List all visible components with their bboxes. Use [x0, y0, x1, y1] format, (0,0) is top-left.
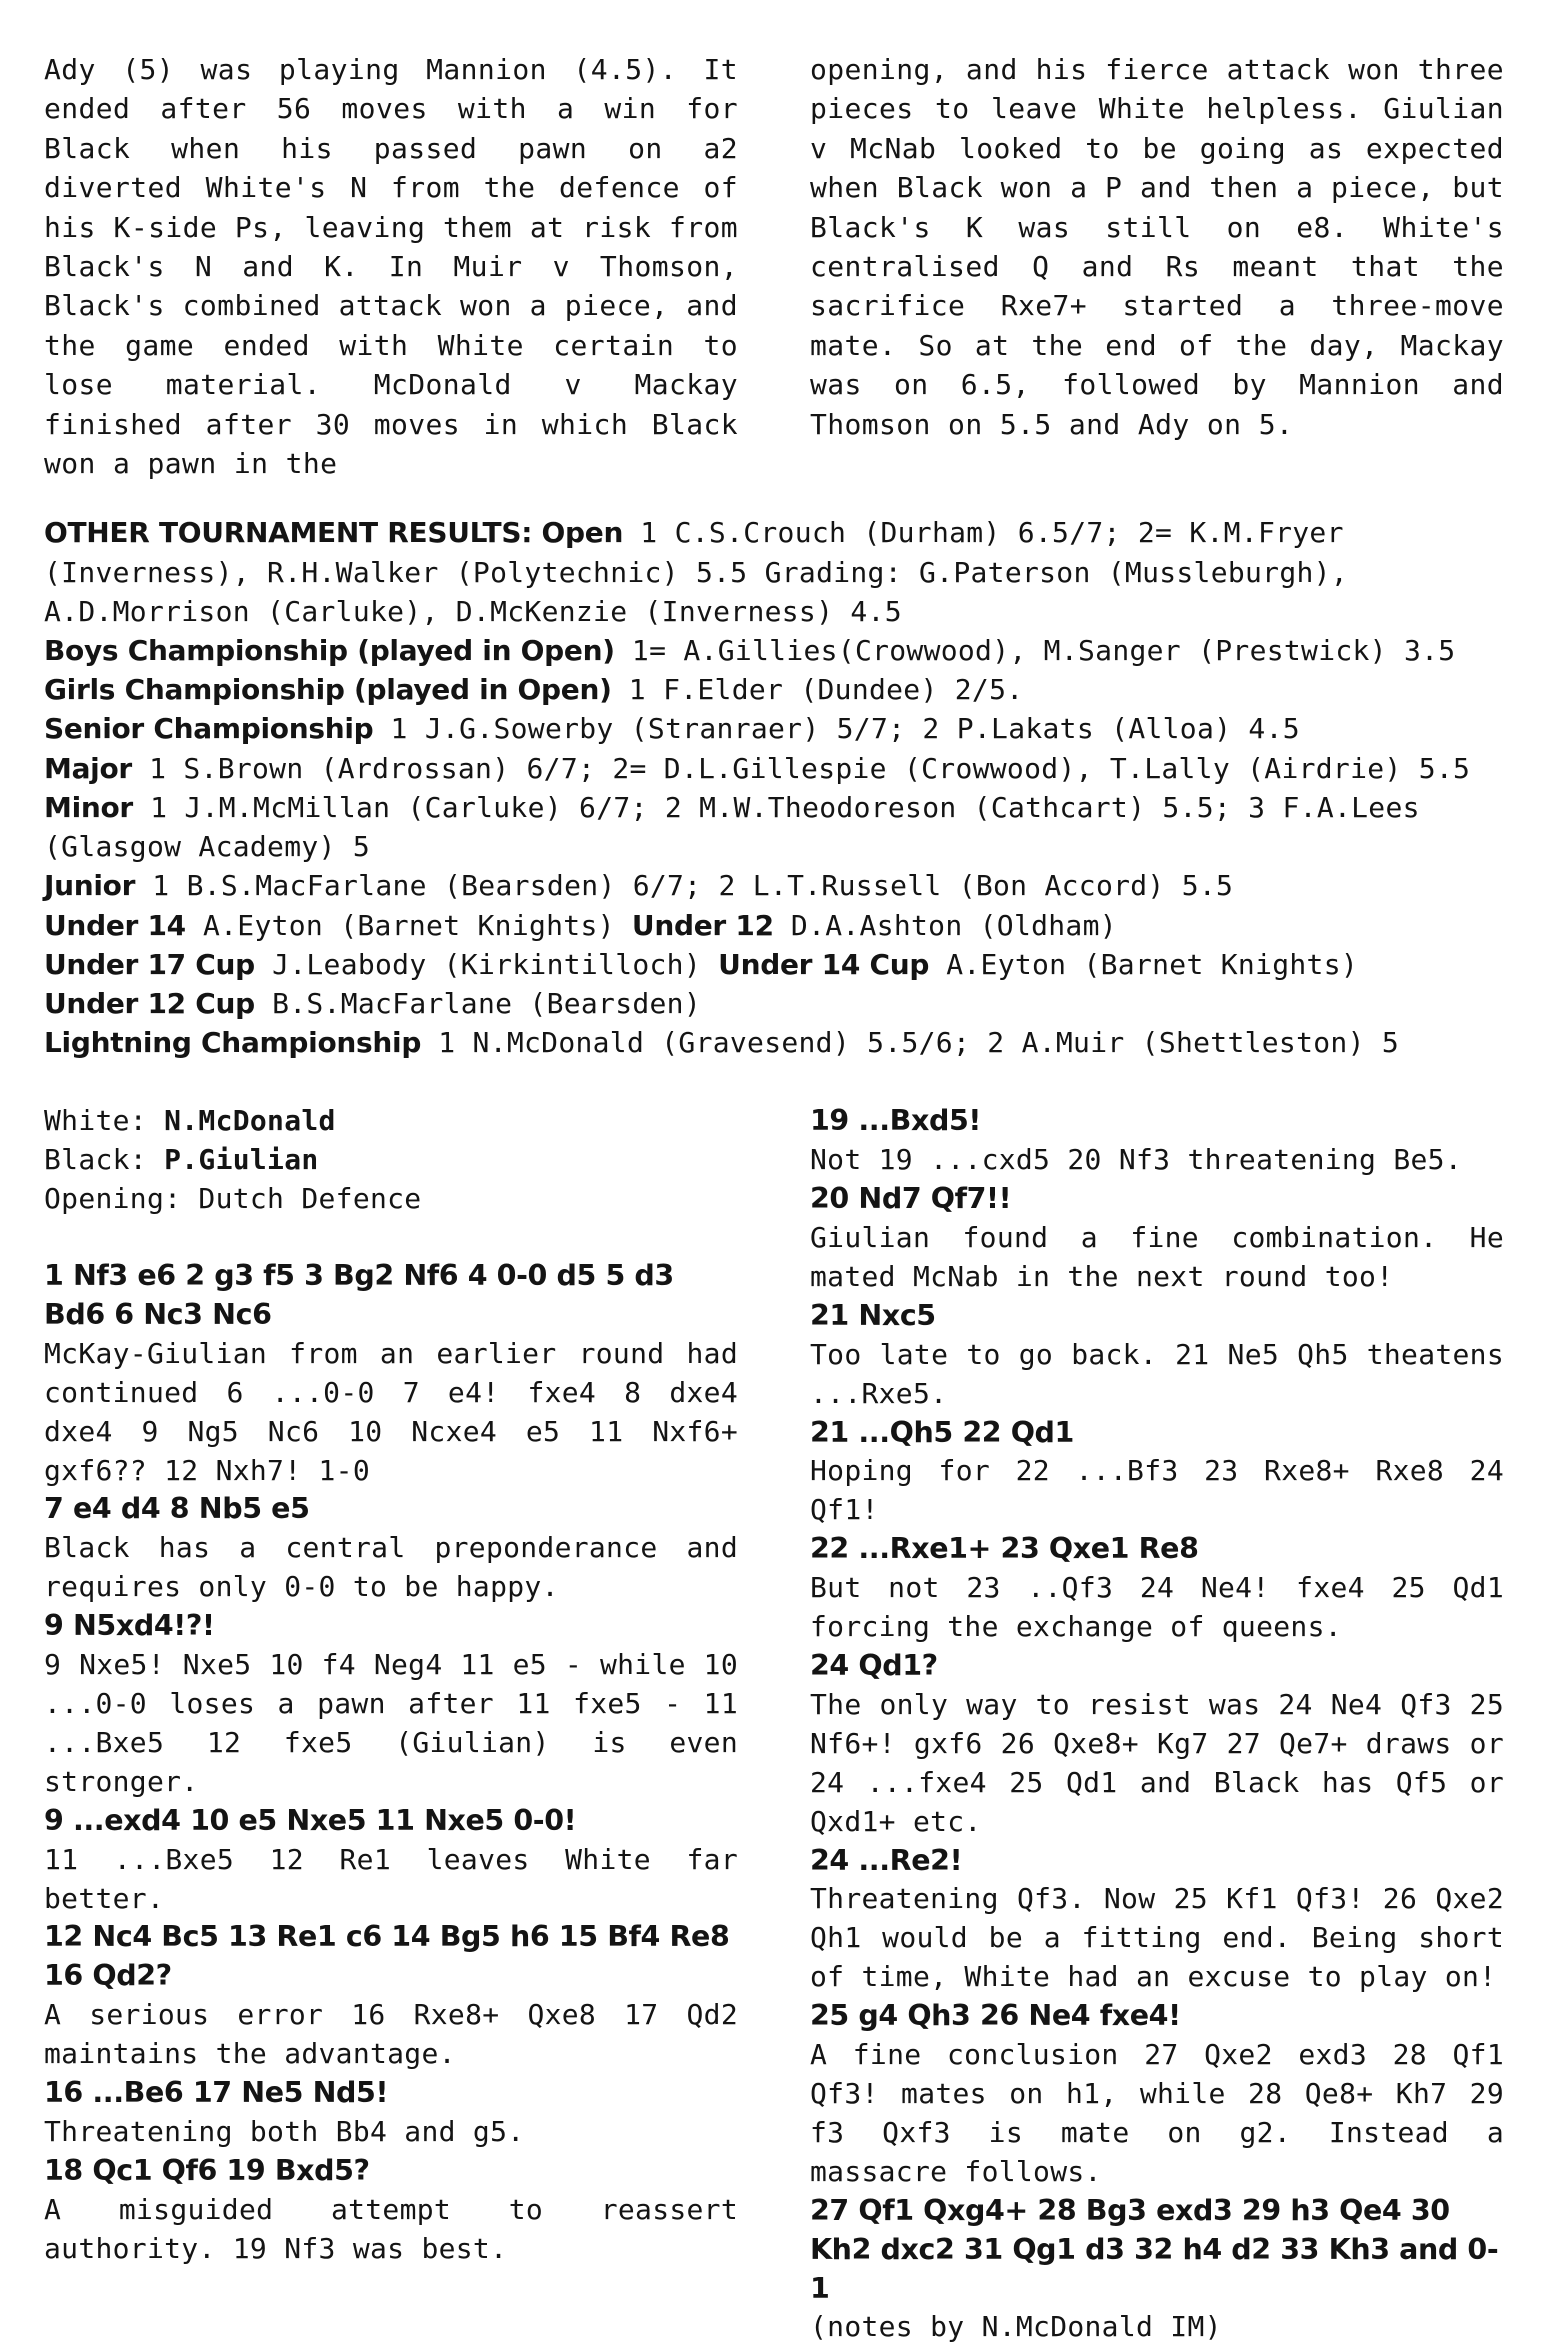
intro-right-column: [810, 50, 1504, 483]
game-note: But not 23 ..Qf3 24 Ne4! fxe4 25 Qd1 forcing the exchange of queens.: [810, 1571, 1504, 1644]
game-moves: 19 ...Bxd5!: [810, 1104, 981, 1138]
result-label: OTHER TOURNAMENT RESULTS: Open: [44, 516, 624, 550]
game-moves: 24 Qd1?: [810, 1649, 938, 1682]
result-text: B.S.MacFarlane (Bearsden): [254, 986, 701, 1020]
game-moves: 12 Nc4 Bc5 13 Re1 c6 14 Bg5 h6 15 Bf4 Re8 16 Qd2?: [44, 1920, 730, 1993]
game-note: Threatening Qf3. Now 25 Kf1 Qf3! 26 Qxe2 Qh1 would be a fitting end. Being short of time, White had an excuse to play on!: [810, 1882, 1504, 1994]
game-note: Giulian found a fine combination. He mated McNab in the next round too!: [810, 1221, 1504, 1293]
result-label: Boys Championship (played in Open): [44, 634, 615, 668]
game-note: Black has a central preponderance and requires only 0-0 to be happy.: [44, 1531, 738, 1604]
result-label: Under 14 Cup: [718, 947, 930, 981]
opening-line: Opening: Dutch Defence: [44, 1182, 422, 1216]
result-label: Under 12: [631, 908, 774, 942]
result-label: Senior Championship: [44, 712, 374, 746]
spacer: [44, 1219, 738, 1257]
intro-right-text: opening, and his fierce attack won three pieces to leave White helpless. Giulian v McNab looked to be going as expected when Black won a P and then a piece, but Black's K was still on e8. White's centralised Q and Rs meant that the sacrifice Rxe7+ started a three-move mate. So at the end of the day, Mackay was on 6.5, followed by Mannion and Thomson on 5.5 and Ady on 5.: [810, 53, 1504, 441]
result-under12-cup: [44, 984, 1504, 1023]
game-moves: 18 Qc1 Qf6 19 Bxd5?: [44, 2153, 370, 2187]
intro-left-column: [44, 50, 738, 483]
result-girls: [44, 670, 1504, 709]
game-moves: 16 ...Be6 17 Ne5 Nd5!: [44, 2076, 389, 2110]
result-major: [44, 749, 1504, 788]
result-text: 1 F.Elder (Dundee) 2/5.: [611, 673, 1024, 707]
result-senior: [44, 709, 1504, 748]
game-note: A fine conclusion 27 Qxe2 exd3 28 Qf1 Qf3! mates on h1, while 28 Qe8+ Kh7 29 f3 Qxf3 is mate on g2. Instead a massacre follows.: [810, 2038, 1504, 2188]
result-text: 1 J.M.McMillan (Carluke) 6/7; 2 M.W.Theodoreson (Cathcart) 5.5; 3 F.A.Lees (Glasgow Academy) 5: [44, 790, 1420, 864]
game-note: (notes by N.McDonald IM): [810, 2310, 1222, 2344]
result-junior: [44, 866, 1504, 905]
game-moves: 7 e4 d4 8 Nb5 e5: [44, 1492, 310, 1526]
white-player-line: [44, 1102, 738, 1141]
result-text: 1 C.S.Crouch (Durham) 6.5/7; 2= K.M.Fryer (Inverness), R.H.Walker (Polytechnic) 5.5 Grading: G.Paterson (Mussleburgh), A.D.Morrison (Carluke), D.McKenzie (Inverness) 4.5: [44, 516, 1348, 628]
game-moves: 20 Nd7 Qf7!!: [810, 1182, 1012, 1216]
intro-left-text: Ady (5) was playing Mannion (4.5). It ended after 56 moves with a win for Black when his passed pawn on a2 diverted White's N from the defence of his K-side Ps, leaving them at risk from Black's N and K. In Muir v Thomson, Black's combined attack won a piece, and the game ended with White certain to lose material. McDonald v Mackay finished after 30 moves in which Black won a pawn in the: [44, 53, 738, 481]
result-label: Junior: [44, 869, 136, 903]
right-annotations: [810, 1102, 1504, 2347]
game-note: McKay-Giulian from an earlier round had continued 6 ...0-0 7 e4! fxe4 8 dxe4 dxe4 9 Ng5 Nc6 10 Ncxe4 e5 11 Nxf6+ gxf6?? 12 Nxh7! 1-0: [44, 1336, 738, 1487]
game-moves: 25 g4 Qh3 26 Ne4 fxe4!: [810, 1999, 1181, 2033]
black-player: P.Giulian: [164, 1143, 319, 1177]
tournament-results: [44, 513, 1504, 1062]
intro-section: [44, 50, 1504, 483]
result-text: 1 J.G.Sowerby (Stranraer) 5/7; 2 P.Lakats (Alloa) 4.5: [373, 712, 1300, 746]
result-minor: [44, 788, 1504, 866]
result-text: 1 S.Brown (Ardrossan) 6/7; 2= D.L.Gillespie (Crowwood), T.Lally (Airdrie) 5.5: [131, 751, 1471, 785]
result-text: J.Leabody (Kirkintilloch): [254, 947, 719, 981]
game-section: [44, 1102, 1504, 2347]
black-player-line: [44, 1141, 738, 1180]
game-left-column: [44, 1102, 738, 2347]
game-moves: 1 Nf3 e6 2 g3 f5 3 Bg2 Nf6 4 0-0 d5 5 d3 Bd6 6 Nc3 Nc6: [44, 1259, 674, 1331]
result-label: Under 12 Cup: [44, 986, 255, 1020]
result-text: 1= A.Gillies(Crowwood), M.Sanger (Prestwick) 3.5: [614, 634, 1456, 668]
game-moves: 21 ...Qh5 22 Qd1: [810, 1415, 1074, 1449]
game-note: 9 Nxe5! Nxe5 10 f4 Neg4 11 e5 - while 10 ...0-0 loses a pawn after 11 fxe5 - 11 ...Bxe5 12 fxe5 (Giulian) is even stronger.: [44, 1648, 738, 1798]
result-label: Girls Championship (played in Open): [44, 673, 612, 707]
result-label: Minor: [44, 790, 133, 824]
result-label: Under 14: [44, 908, 186, 942]
game-note: The only way to resist was 24 Ne4 Qf3 25 Nf6+! gxf6 26 Qxe8+ Kg7 27 Qe7+ draws or 24 ...fxe4 25 Qd1 and Black has Qf5 or Qxd1+ etc.: [810, 1687, 1504, 1838]
result-text: A.Eyton (Barnet Knights): [185, 908, 632, 942]
game-right-column: [810, 1102, 1504, 2347]
white-label: White:: [44, 1104, 165, 1138]
result-under14-under12: [44, 906, 1504, 945]
result-open: [44, 513, 1504, 631]
result-label: Under 17 Cup: [44, 947, 255, 981]
game-note: Threatening both Bb4 and g5.: [44, 2114, 525, 2148]
white-player: N.McDonald: [164, 1104, 336, 1138]
game-moves: 9 N5xd4!?!: [44, 1609, 215, 1643]
result-cups: [44, 945, 1504, 984]
result-boys: [44, 631, 1504, 670]
game-note: Not 19 ...cxd5 20 Nf3 threatening Be5.: [810, 1143, 1462, 1177]
game-note: Hoping for 22 ...Bf3 23 Rxe8+ Rxe8 24 Qf1!: [810, 1454, 1504, 1527]
game-note: A serious error 16 Rxe8+ Qxe8 17 Qd2 maintains the advantage.: [44, 1998, 738, 2071]
result-text: D.A.Ashton (Oldham): [773, 908, 1117, 942]
game-note: Too late to go back. 21 Ne5 Qh5 theatens ...Rxe5.: [810, 1337, 1504, 1410]
result-text: 1 B.S.MacFarlane (Bearsden) 6/7; 2 L.T.Russell (Bon Accord) 5.5: [135, 869, 1234, 903]
game-moves: 24 ...Re2!: [810, 1843, 963, 1877]
game-moves: 21 Nxc5: [810, 1298, 936, 1332]
game-note: A misguided attempt to reassert authority. 19 Nf3 was best.: [44, 2192, 738, 2265]
game-moves: 27 Qf1 Qxg4+ 28 Bg3 exd3 29 h3 Qe4 30 Kh2 dxc2 31 Qg1 d3 32 h4 d2 33 Kh3 and 0-1: [810, 2193, 1499, 2305]
result-lightning: [44, 1023, 1504, 1062]
result-label: Lightning Championship: [44, 1026, 422, 1060]
result-text: 1 N.McDonald (Gravesend) 5.5/6; 2 A.Muir (Shettleston) 5: [421, 1026, 1400, 1060]
game-moves: 22 ...Rxe1+ 23 Qxe1 Re8: [810, 1532, 1199, 1566]
left-annotations: [44, 1257, 738, 2269]
page: [44, 50, 1504, 2347]
result-label: Major: [44, 751, 132, 785]
game-note: 11 ...Bxe5 12 Re1 leaves White far better.: [44, 1842, 738, 1915]
black-label: Black:: [44, 1143, 165, 1177]
result-text: A.Eyton (Barnet Knights): [929, 947, 1359, 981]
game-moves: 9 ...exd4 10 e5 Nxe5 11 Nxe5 0-0!: [44, 1803, 577, 1837]
